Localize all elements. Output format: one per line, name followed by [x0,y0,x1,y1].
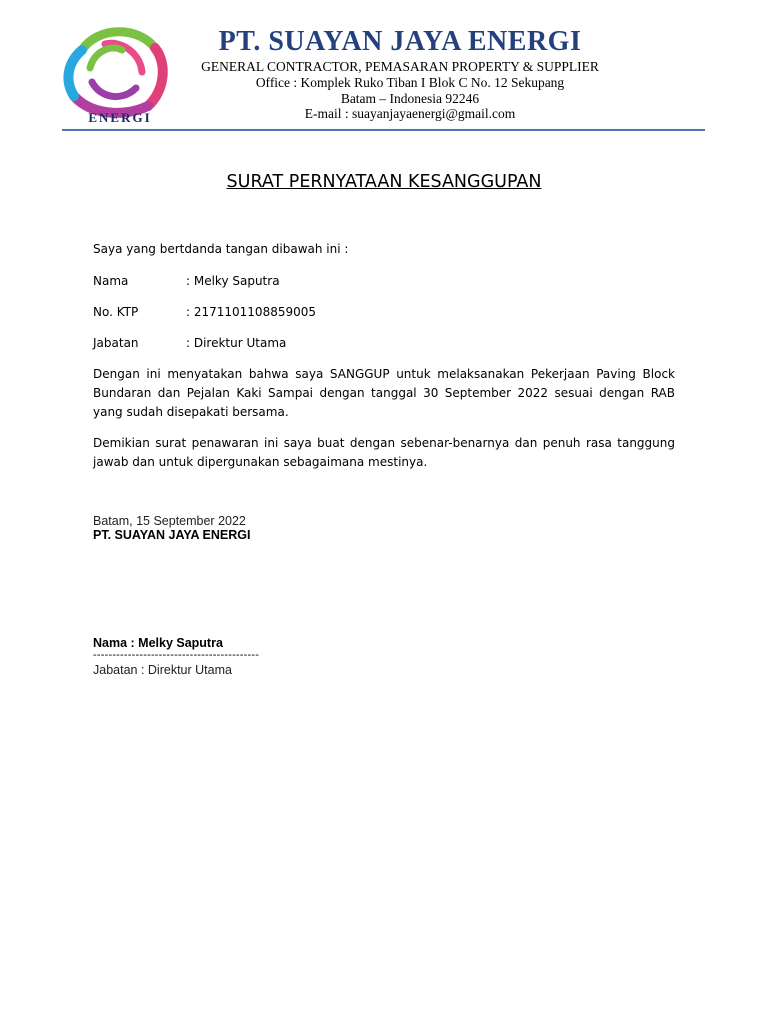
company-tagline: GENERAL CONTRACTOR, PEMASARAN PROPERTY & SUPPLIER [201,59,599,74]
field-value-ktp: : 2171101108859005 [186,305,317,319]
field-label-jabatan: Jabatan [93,336,139,350]
logo-wordmark: ENERGI [88,110,152,125]
company-name: PT. SUAYAN JAYA ENERGI [218,26,582,57]
signature-date: Batam, 15 September 2022 [93,514,246,528]
signature-line: ------------------------------------------- [93,649,260,661]
intro-text: Saya yang bertdanda tangan dibawah ini : [93,242,349,256]
header-divider [62,129,705,131]
field-value-jabatan: : Direktur Utama [186,336,287,350]
city-address: Batam – Indonesia 92246 [340,91,480,106]
company-email: E-mail : suayanjayaenergi@gmail.com [304,106,516,121]
field-value-nama: : Melky Saputra [186,274,280,288]
field-label-ktp: No. KTP [93,305,139,319]
field-label-nama: Nama [93,274,129,288]
signatory-name: Nama : Melky Saputra [93,636,223,650]
document-title: SURAT PERNYATAAN KESANGGUPAN [226,172,542,192]
statement-paragraph: Dengan ini menyatakan bahwa saya SANGGUP untuk melaksanakan Pekerjaan Paving Block Bundaran dan Pejalan Kaki Sampai dengan tanggal 30 September 2022 sesuai dengan RAB yang sudah disepakati bersama. [93,367,675,419]
office-address: Office : Komplek Ruko Tiban I Blok C No. 12 Sekupang [255,75,565,90]
closing-paragraph: Demikian surat penawaran ini saya buat dengan sebenar-benarnya dan penuh rasa tanggung jawab dan untuk dipergunakan sebagaimana mestinya. [93,436,675,469]
signature-company: PT. SUAYAN JAYA ENERGI [93,528,251,542]
signatory-position: Jabatan : Direktur Utama [93,663,232,677]
